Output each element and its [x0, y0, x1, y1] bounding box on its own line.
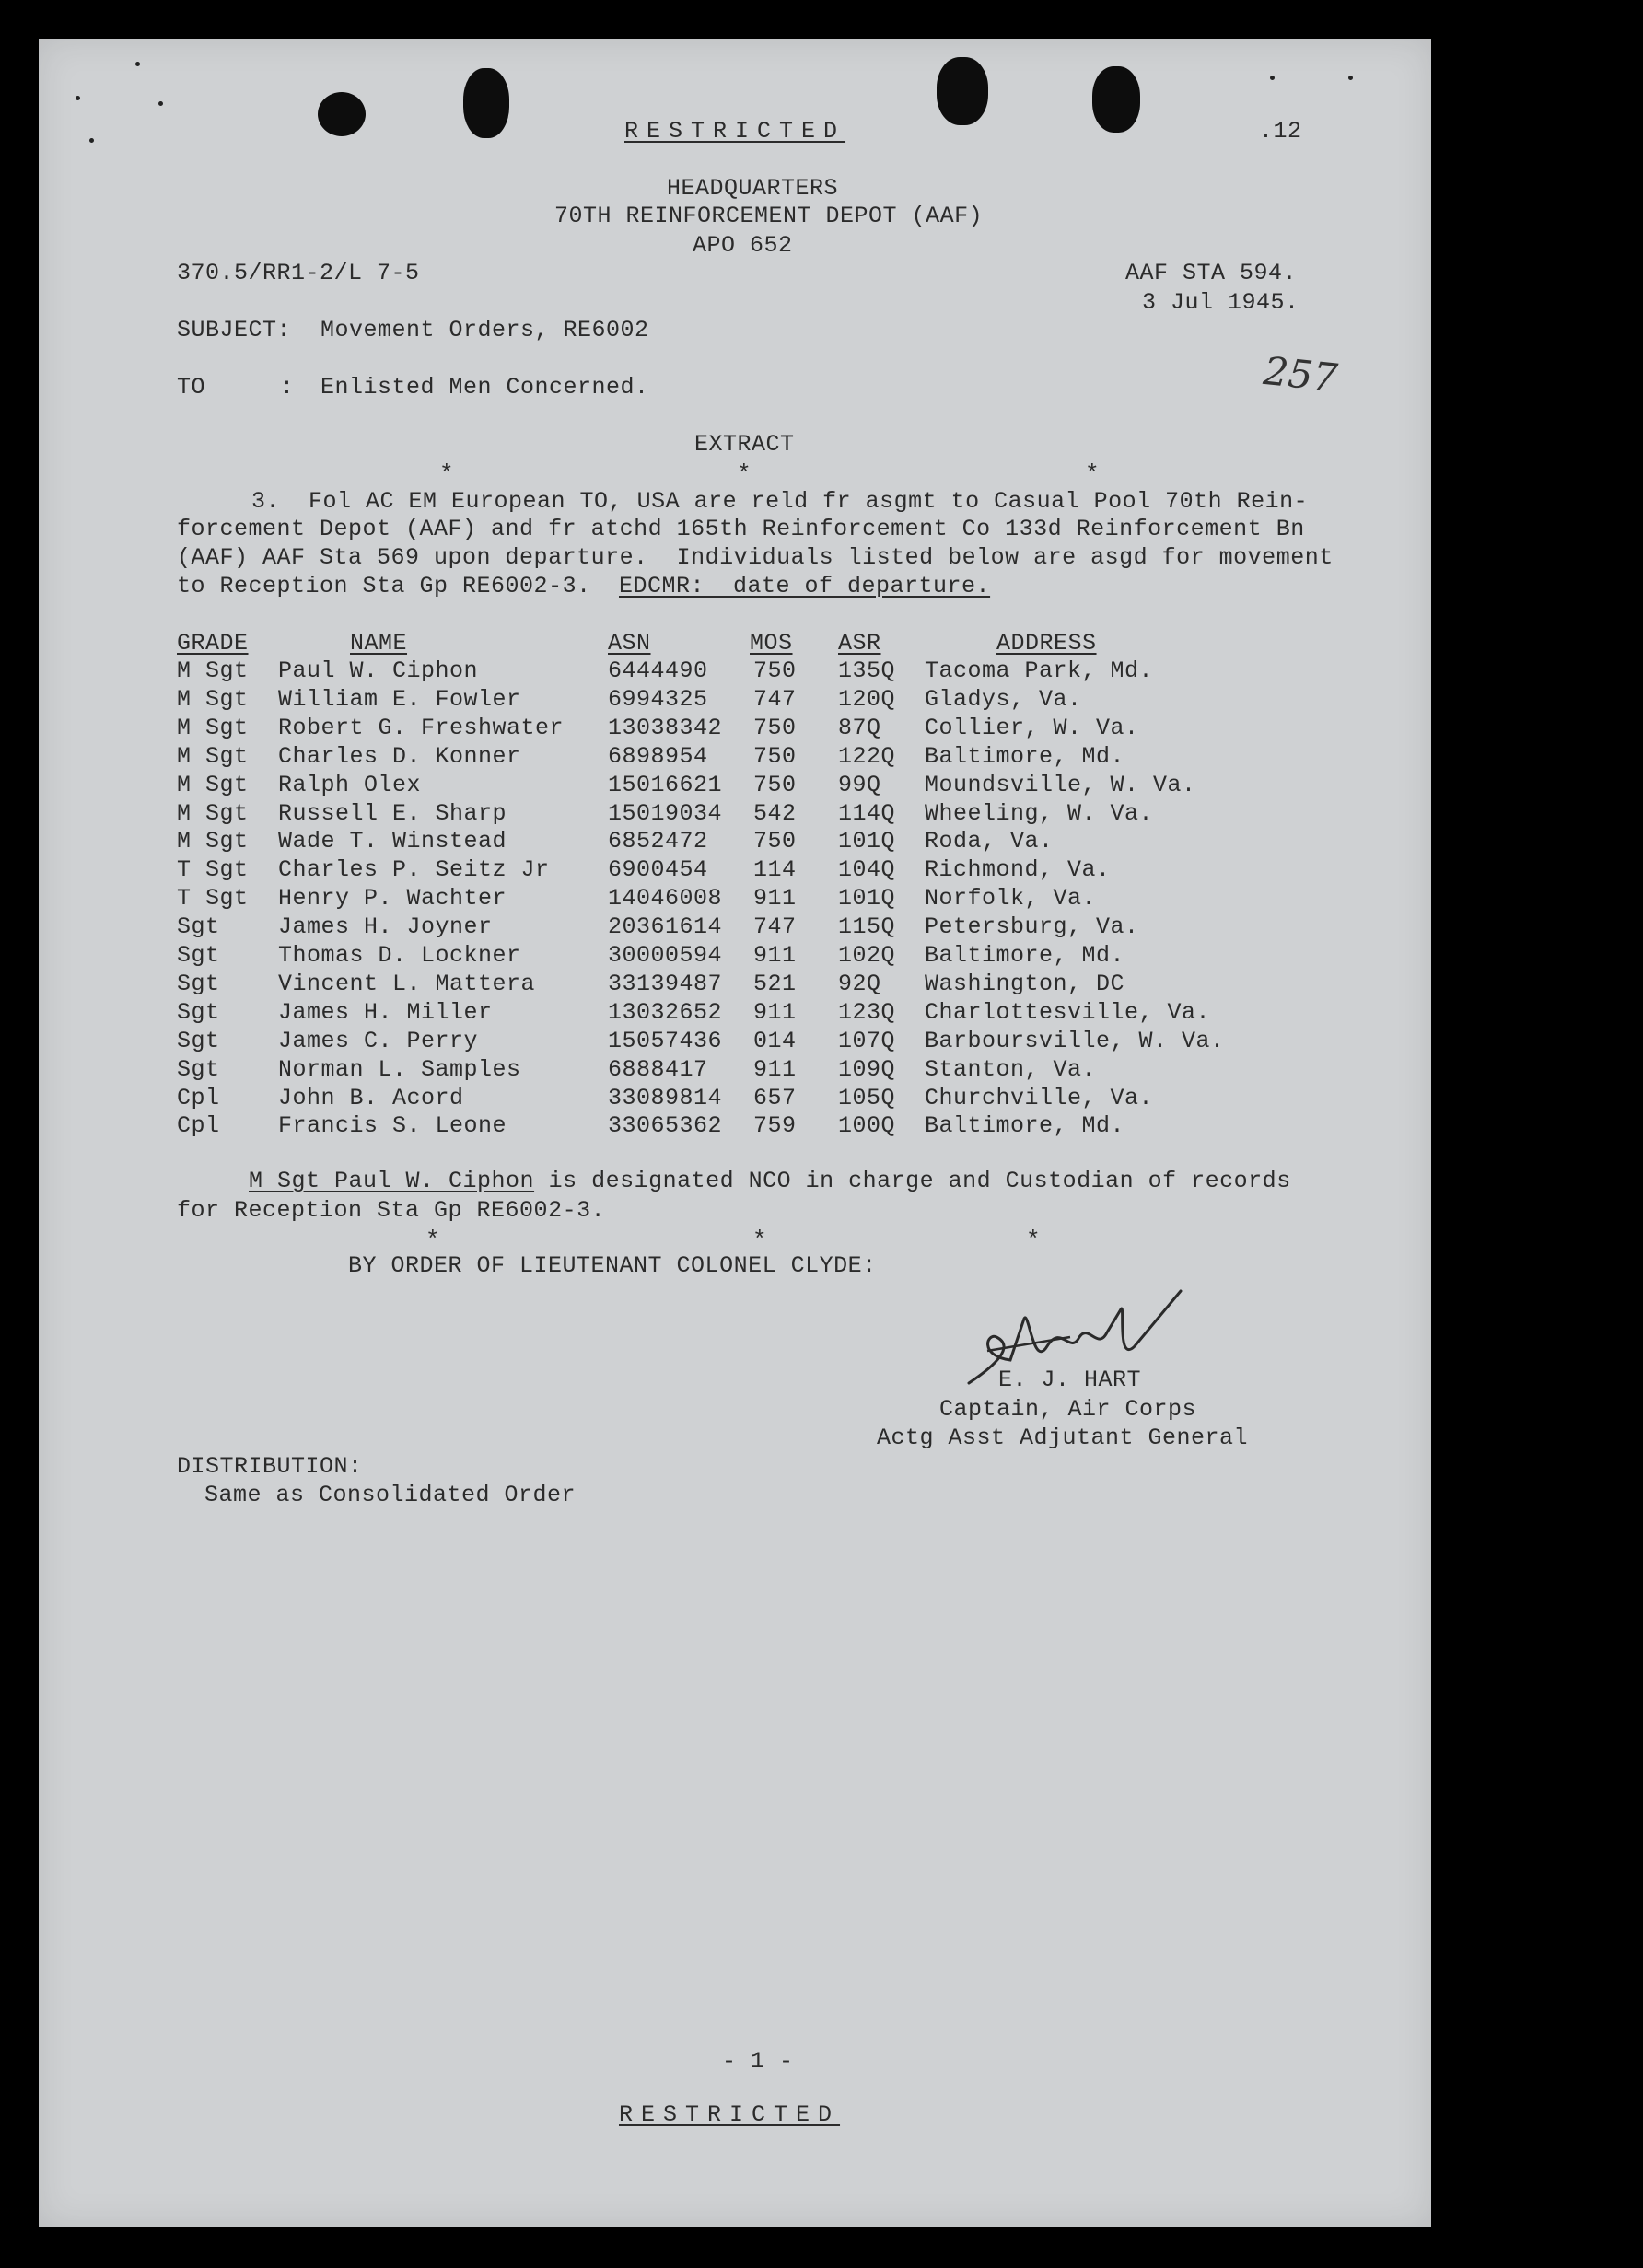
page-number: - 1 -	[722, 2048, 794, 2075]
cell-name: James H. Joyner	[278, 913, 493, 940]
cell-name: James C. Perry	[278, 1028, 479, 1054]
cell-grade: M Sgt	[177, 657, 249, 684]
asterisk: *	[1026, 1227, 1041, 1254]
asterisk: *	[752, 1227, 767, 1254]
cell-mos: 750	[753, 715, 797, 741]
cell-grade: M Sgt	[177, 715, 249, 741]
cell-grade: Cpl	[177, 1085, 220, 1111]
depot-line: 70TH REINFORCEMENT DEPOT (AAF)	[554, 203, 984, 229]
to-label: TO	[177, 374, 206, 401]
distribution-value: Same as Consolidated Order	[204, 1482, 577, 1508]
cell-mos: 750	[753, 828, 797, 855]
cell-mos: 911	[753, 942, 797, 969]
cell-asr: 101Q	[838, 828, 896, 855]
paragraph-line: to Reception Sta Gp RE6002-3.	[177, 573, 591, 599]
designated-nco: M Sgt Paul W. Ciphon	[249, 1168, 535, 1194]
cell-asr: 120Q	[838, 686, 896, 713]
cell-asn: 13038342	[608, 715, 723, 741]
cell-mos: 911	[753, 999, 797, 1026]
page-reference: .12	[1259, 118, 1302, 145]
cell-asn: 6852472	[608, 828, 708, 855]
cell-address: Roda, Va.	[925, 828, 1054, 855]
cell-address: Gladys, Va.	[925, 686, 1082, 713]
cell-name: James H. Miller	[278, 999, 493, 1026]
cell-asr: 109Q	[838, 1056, 896, 1083]
cell-name: Robert G. Freshwater	[278, 715, 565, 741]
cell-grade: Sgt	[177, 913, 220, 940]
cell-mos: 750	[753, 743, 797, 770]
punch-hole	[318, 92, 366, 136]
document-page	[39, 39, 1431, 2227]
cell-address: Collier, W. Va.	[925, 715, 1139, 741]
cell-address: Barboursville, W. Va.	[925, 1028, 1225, 1054]
cell-mos: 657	[753, 1085, 797, 1111]
designation-line	[249, 1168, 1291, 1195]
col-header-name: NAME	[350, 630, 408, 657]
cell-asn: 33065362	[608, 1112, 723, 1139]
cell-asn: 20361614	[608, 913, 723, 940]
cell-asn: 6994325	[608, 686, 708, 713]
cell-address: Churchville, Va.	[925, 1085, 1154, 1111]
cell-name: Vincent L. Mattera	[278, 971, 536, 997]
cell-mos: 747	[753, 686, 797, 713]
cell-name: Paul W. Ciphon	[278, 657, 479, 684]
cell-mos: 521	[753, 971, 797, 997]
paragraph-line: (AAF) AAF Sta 569 upon departure. Individuals listed below are asgd for movement	[177, 544, 1334, 571]
punch-hole	[463, 68, 509, 138]
cell-address: Washington, DC	[925, 971, 1125, 997]
col-header-asr: ASR	[838, 630, 881, 657]
subject-label: SUBJECT:	[177, 317, 292, 343]
cell-asr: 102Q	[838, 942, 896, 969]
handwritten-number: 257	[1261, 347, 1340, 401]
headquarters-line: HEADQUARTERS	[667, 175, 839, 202]
designation-text: is designated NCO in charge and Custodian of records	[534, 1168, 1291, 1194]
cell-mos: 747	[753, 913, 797, 940]
cell-asn: 6898954	[608, 743, 708, 770]
cell-asr: 123Q	[838, 999, 896, 1026]
cell-mos: 542	[753, 800, 797, 827]
cell-name: Charles D. Konner	[278, 743, 521, 770]
cell-asn: 15019034	[608, 800, 723, 827]
cell-grade: M Sgt	[177, 772, 249, 798]
cell-address: Baltimore, Md.	[925, 942, 1125, 969]
cell-asn: 33139487	[608, 971, 723, 997]
cell-grade: Sgt	[177, 971, 220, 997]
cell-grade: Sgt	[177, 1028, 220, 1054]
cell-asn: 30000594	[608, 942, 723, 969]
col-header-address: ADDRESS	[996, 630, 1097, 657]
to-value: Enlisted Men Concerned.	[320, 374, 649, 401]
cell-address: Norfolk, Va.	[925, 885, 1097, 912]
paragraph-line: 3. Fol AC EM European TO, USA are reld fr asgmt to Casual Pool 70th Rein-	[251, 488, 1309, 515]
cell-mos: 014	[753, 1028, 797, 1054]
subject-value: Movement Orders, RE6002	[320, 317, 649, 343]
cell-asr: 101Q	[838, 885, 896, 912]
cell-grade: T Sgt	[177, 885, 249, 912]
cell-mos: 759	[753, 1112, 797, 1139]
cell-asr: 104Q	[838, 856, 896, 883]
speck	[135, 62, 140, 66]
cell-asr: 92Q	[838, 971, 881, 997]
cell-mos: 750	[753, 772, 797, 798]
cell-asr: 107Q	[838, 1028, 896, 1054]
asterisk: *	[439, 460, 454, 488]
cell-name: Thomas D. Lockner	[278, 942, 521, 969]
col-header-grade: GRADE	[177, 630, 249, 657]
extract-title: EXTRACT	[694, 431, 795, 458]
cell-asn: 15016621	[608, 772, 723, 798]
asterisk: *	[425, 1227, 440, 1254]
signatory-title-1: Captain, Air Corps	[939, 1396, 1197, 1423]
speck	[158, 101, 163, 106]
cell-name: Russell E. Sharp	[278, 800, 507, 827]
station: AAF STA 594.	[1125, 260, 1298, 286]
cell-name: Norman L. Samples	[278, 1056, 521, 1083]
cell-asn: 6888417	[608, 1056, 708, 1083]
cell-address: Petersburg, Va.	[925, 913, 1139, 940]
speck	[1348, 76, 1353, 80]
cell-grade: Sgt	[177, 942, 220, 969]
cell-grade: M Sgt	[177, 800, 249, 827]
asterisk: *	[737, 460, 752, 488]
distribution-label: DISTRIBUTION:	[177, 1453, 363, 1480]
cell-name: Henry P. Wachter	[278, 885, 507, 912]
designation-line-2: for Reception Sta Gp RE6002-3.	[177, 1197, 606, 1224]
cell-asn: 15057436	[608, 1028, 723, 1054]
cell-address: Stanton, Va.	[925, 1056, 1097, 1083]
edcmr: EDCMR: date of departure.	[619, 573, 991, 599]
cell-grade: M Sgt	[177, 743, 249, 770]
cell-address: Richmond, Va.	[925, 856, 1111, 883]
cell-address: Moundsville, W. Va.	[925, 772, 1196, 798]
cell-address: Baltimore, Md.	[925, 1112, 1125, 1139]
cell-asr: 87Q	[838, 715, 881, 741]
order-line: BY ORDER OF LIEUTENANT COLONEL CLYDE:	[348, 1252, 877, 1279]
cell-name: Francis S. Leone	[278, 1112, 507, 1139]
punch-hole	[1092, 66, 1140, 133]
cell-grade: M Sgt	[177, 828, 249, 855]
cell-grade: Sgt	[177, 999, 220, 1026]
classification-top: RESTRICTED	[624, 118, 846, 145]
speck	[89, 138, 94, 143]
cell-grade: M Sgt	[177, 686, 249, 713]
paragraph-line: forcement Depot (AAF) and fr atchd 165th Reinforcement Co 133d Reinforcement Bn	[177, 516, 1305, 542]
punch-hole	[937, 57, 988, 125]
cell-asr: 115Q	[838, 913, 896, 940]
cell-grade: Cpl	[177, 1112, 220, 1139]
cell-asr: 105Q	[838, 1085, 896, 1111]
apo-line: APO 652	[693, 232, 793, 259]
col-header-asn: ASN	[608, 630, 651, 657]
cell-asn: 33089814	[608, 1085, 723, 1111]
cell-asr: 100Q	[838, 1112, 896, 1139]
cell-address: Baltimore, Md.	[925, 743, 1125, 770]
signatory-name: E. J. HART	[998, 1367, 1142, 1393]
date: 3 Jul 1945.	[1142, 289, 1299, 316]
cell-address: Charlottesville, Va.	[925, 999, 1211, 1026]
speck	[76, 96, 80, 100]
cell-name: Ralph Olex	[278, 772, 422, 798]
cell-address: Wheeling, W. Va.	[925, 800, 1154, 827]
speck	[1270, 76, 1275, 80]
cell-asn: 13032652	[608, 999, 723, 1026]
cell-mos: 911	[753, 1056, 797, 1083]
cell-asn: 14046008	[608, 885, 723, 912]
cell-grade: T Sgt	[177, 856, 249, 883]
cell-asn: 6444490	[608, 657, 708, 684]
cell-name: John B. Acord	[278, 1085, 464, 1111]
cell-mos: 911	[753, 885, 797, 912]
asterisk: *	[1085, 460, 1100, 488]
col-header-mos: MOS	[750, 630, 793, 657]
cell-asr: 114Q	[838, 800, 896, 827]
cell-name: Wade T. Winstead	[278, 828, 507, 855]
cell-asn: 6900454	[608, 856, 708, 883]
cell-mos: 750	[753, 657, 797, 684]
cell-name: Charles P. Seitz Jr	[278, 856, 550, 883]
cell-grade: Sgt	[177, 1056, 220, 1083]
to-colon: :	[280, 374, 295, 401]
cell-asr: 122Q	[838, 743, 896, 770]
cell-asr: 99Q	[838, 772, 881, 798]
cell-mos: 114	[753, 856, 797, 883]
cell-address: Tacoma Park, Md.	[925, 657, 1154, 684]
cell-name: William E. Fowler	[278, 686, 521, 713]
classification-bottom: RESTRICTED	[619, 2101, 841, 2128]
file-number: 370.5/RR1-2/L 7-5	[177, 260, 420, 286]
cell-asr: 135Q	[838, 657, 896, 684]
signatory-title-2: Actg Asst Adjutant General	[877, 1425, 1249, 1451]
